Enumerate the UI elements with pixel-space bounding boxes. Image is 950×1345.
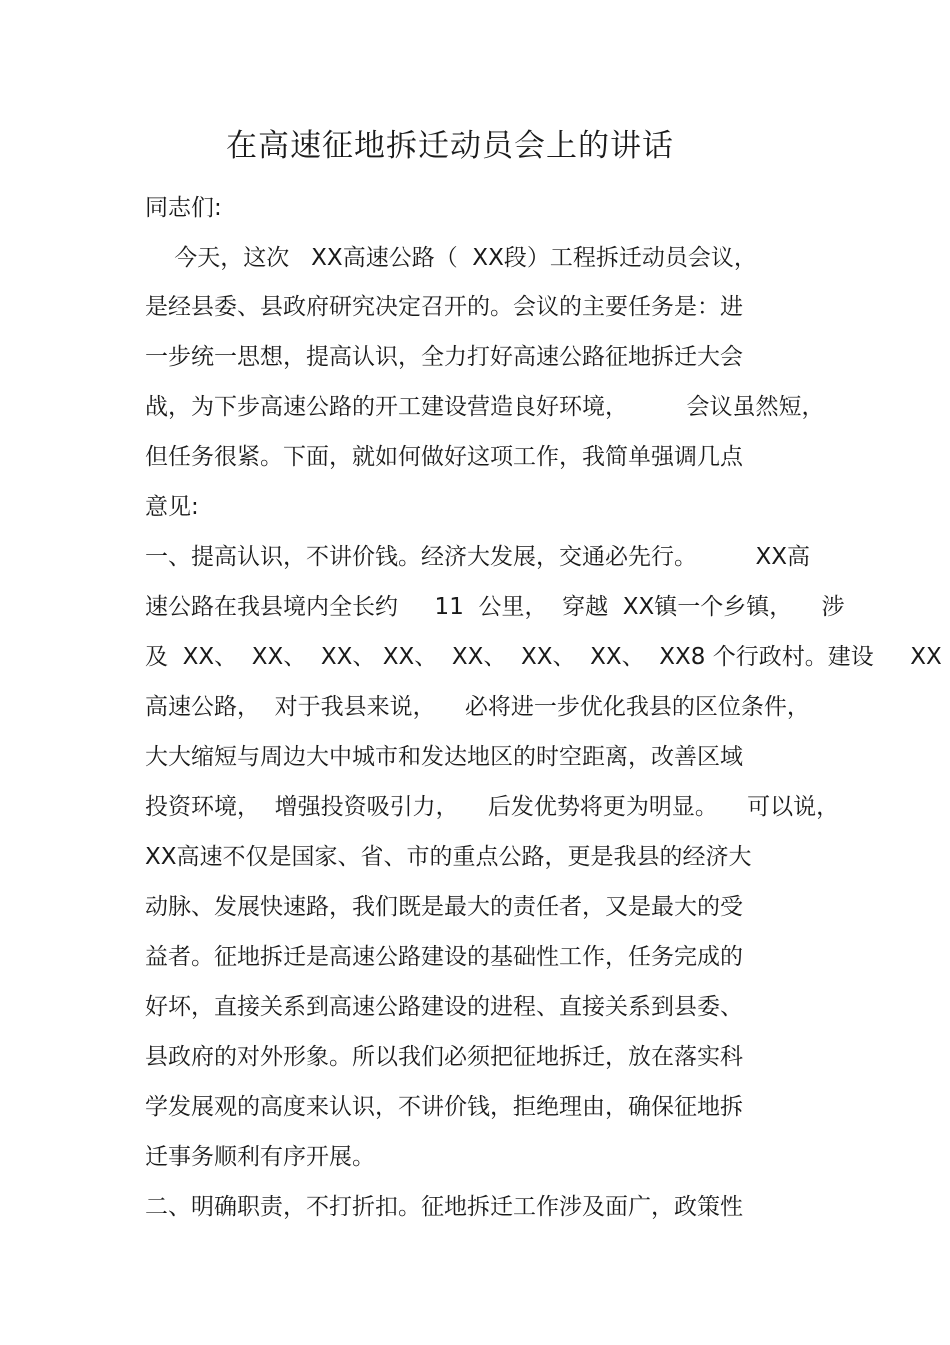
body-line: 但任务很紧。下面，就如何做好这项工作，我简单强调几点 [145, 444, 743, 470]
body-line: 学发展观的高度来认识，不讲价钱，拒绝理由，确保征地拆 [145, 1094, 743, 1120]
body-line: 好坏，直接关系到高速公路建设的进程、直接关系到县委、 [145, 994, 743, 1020]
body-line: 战，为下步高速公路的开工建设营造良好环境， 会议虽然短， [145, 394, 825, 420]
document-title: 在高速征地拆迁动员会上的讲话 [226, 128, 674, 164]
body-line: 大大缩短与周边大中城市和发达地区的时空距离，改善区域 [145, 744, 743, 770]
body-line: 一步统一思想，提高认识，全力打好高速公路征地拆迁大会 [145, 344, 743, 370]
body-line: 今天，这次 XX高速公路（ XX段）工程拆迁动员会议， [145, 245, 757, 271]
body-line: 二、明确职责，不打折扣。征地拆迁工作涉及面广，政策性 [145, 1194, 743, 1220]
body-line: 及 XX、 XX、 XX、 XX、 XX、 XX、 XX、 XX8 个行政村。建设 XX [145, 644, 942, 670]
body-line: 动脉、发展快速路，我们既是最大的责任者，又是最大的受 [145, 894, 743, 920]
body-line: XX高速不仅是国家、省、市的重点公路，更是我县的经济大 [145, 844, 752, 870]
body-line: 益者。征地拆迁是高速公路建设的基础性工作，任务完成的 [145, 944, 743, 970]
body-line: 意见: [145, 494, 199, 520]
body-line: 县政府的对外形象。所以我们必须把征地拆迁，放在落实科 [145, 1044, 743, 1070]
body-line: 迁事务顺利有序开展。 [145, 1144, 375, 1170]
body-line: 投资环境， 增强投资吸引力， 后发优势将更为明显。 可以说， [145, 794, 840, 820]
body-line: 是经县委、县政府研究决定召开的。会议的主要任务是：进 [145, 294, 743, 320]
body-line: 速公路在我县境内全长约 11 公里， 穿越 XX镇一个乡镇， 涉 [145, 594, 845, 620]
body-line: 同志们: [145, 195, 222, 221]
body-line: 一、提高认识，不讲价钱。经济大发展，交通必先行。 XX高 [145, 544, 811, 570]
body-line: 高速公路， 对于我县来说， 必将进一步优化我县的区位条件， [145, 694, 810, 720]
